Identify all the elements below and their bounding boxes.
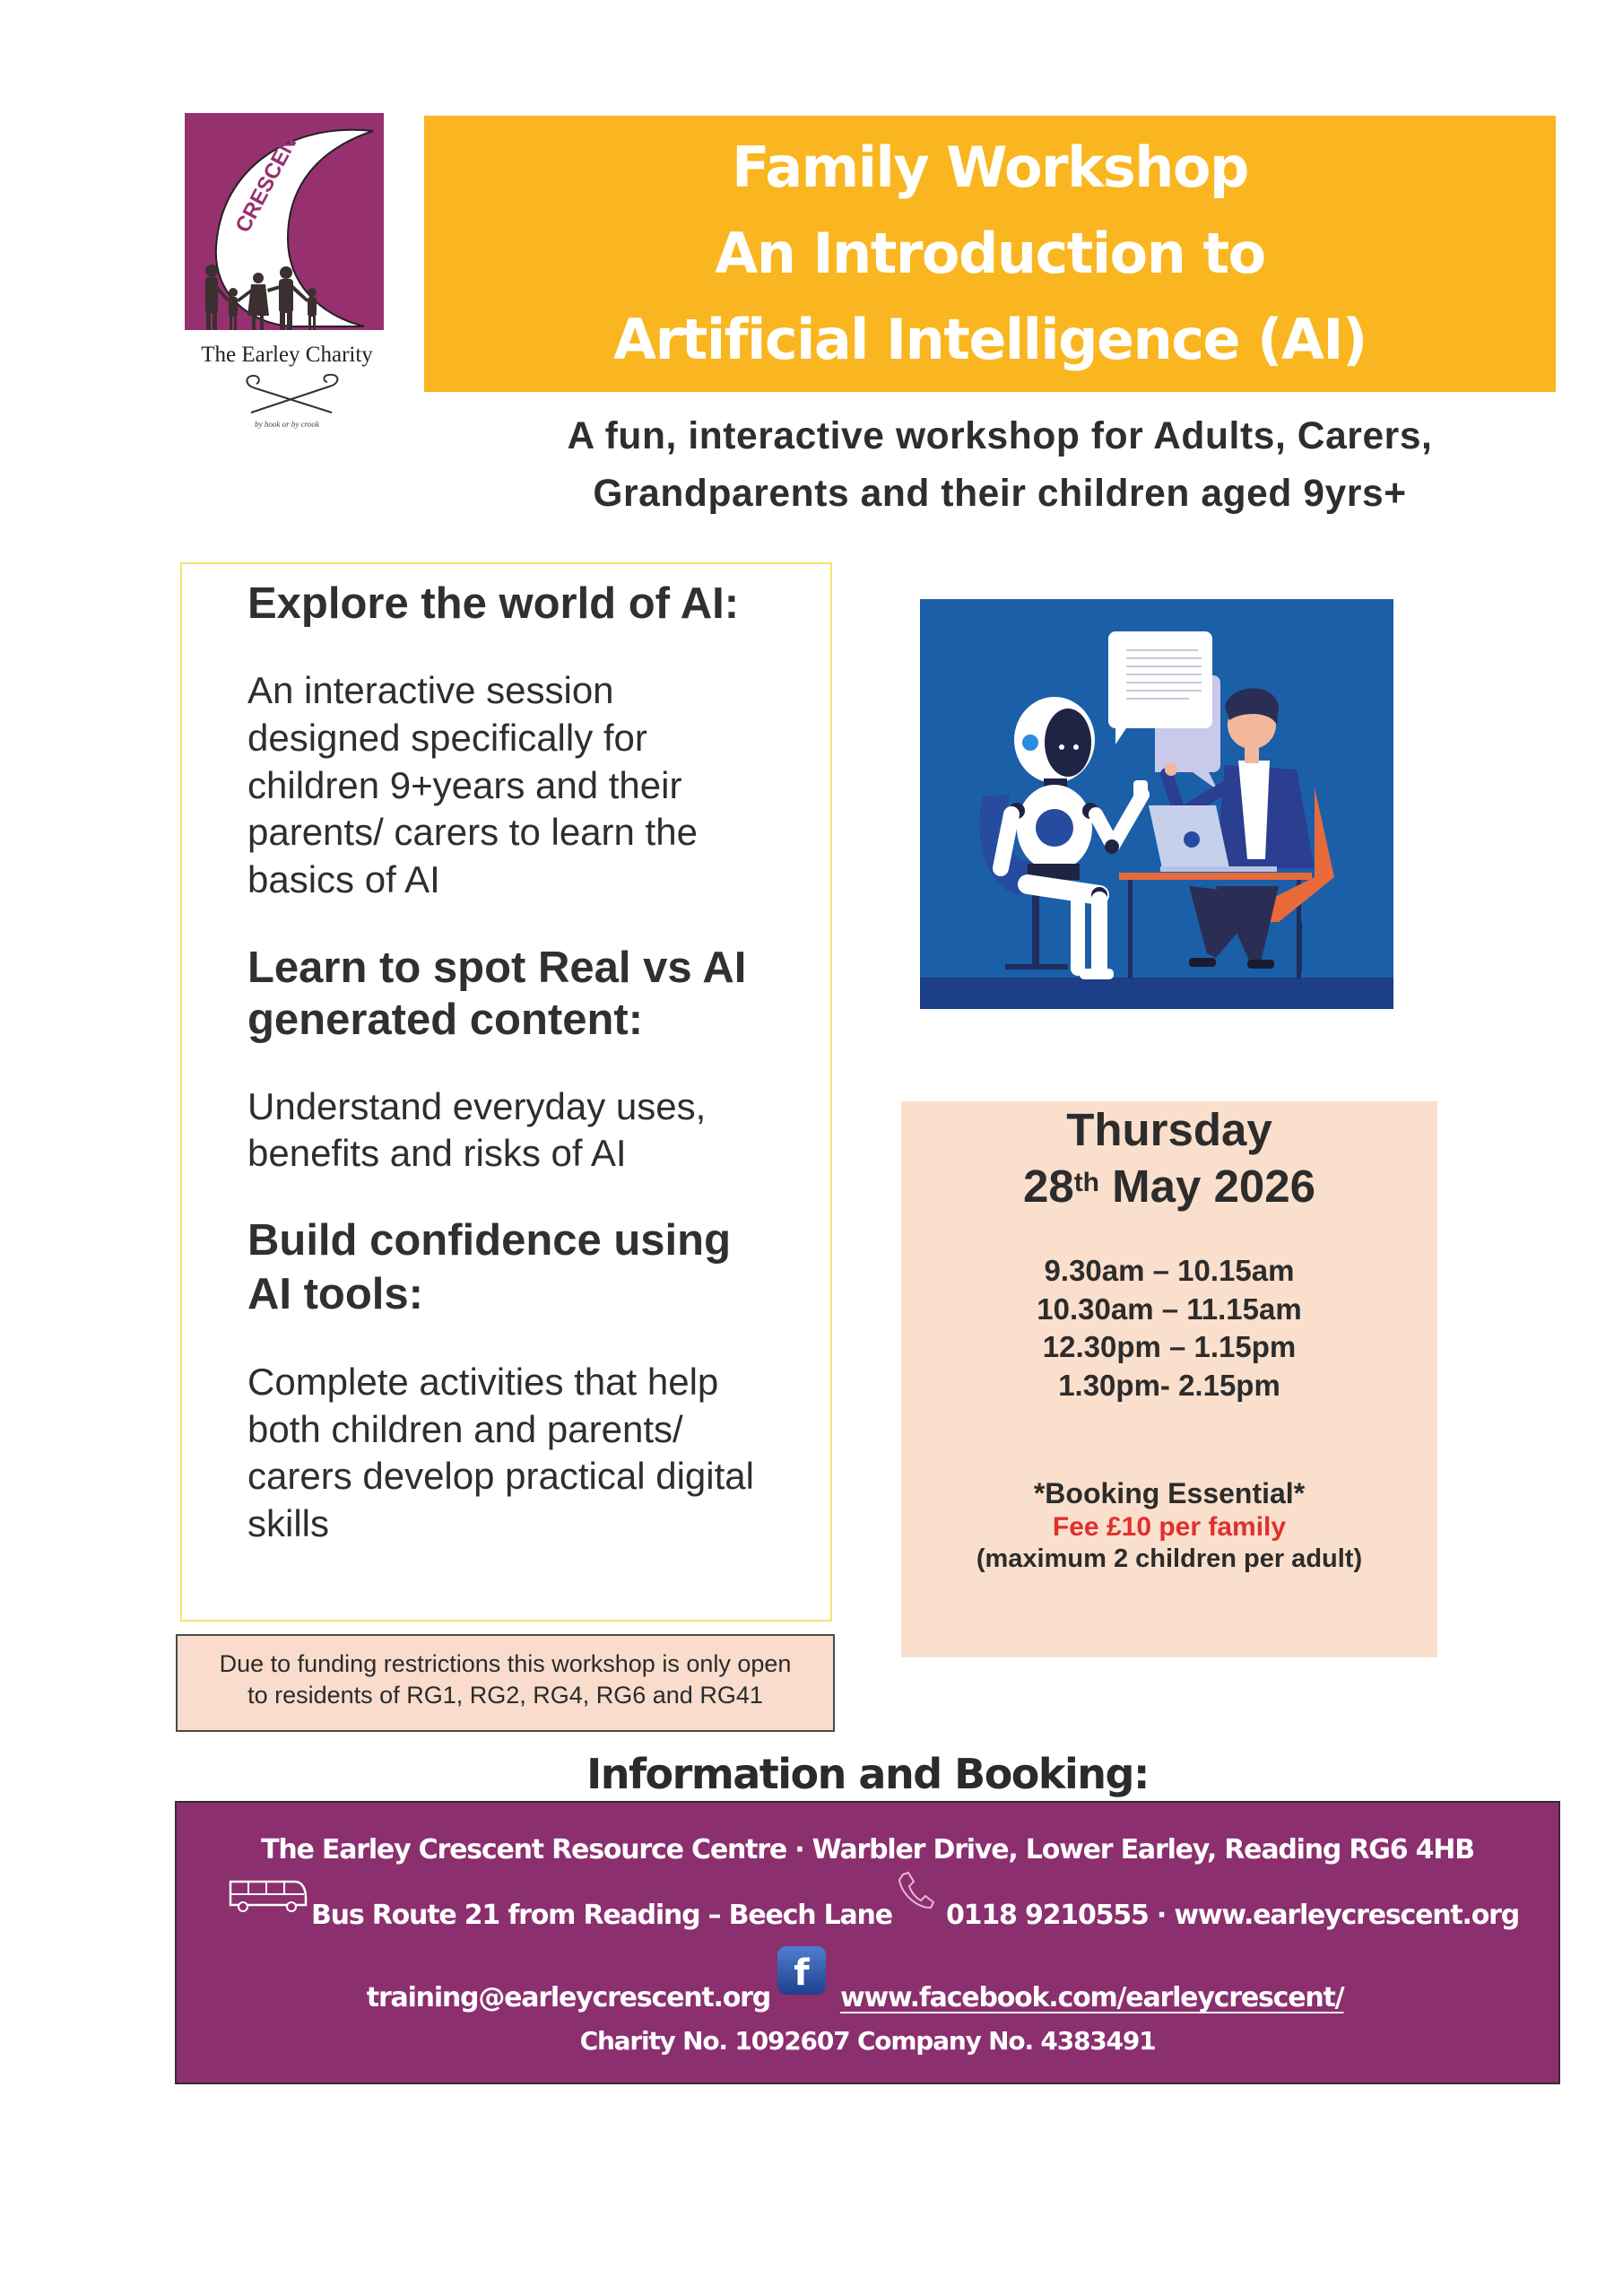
session-time: 9.30am – 10.15am <box>1044 1254 1295 1287</box>
section-body-line: children 9+years and their <box>247 764 682 806</box>
email-link[interactable]: training@earleycrescent.org <box>366 1982 770 2013</box>
section-body-line: An interactive session <box>247 669 614 711</box>
session-times <box>901 1252 1437 1405</box>
logo-wordmark: CRESCENT <box>230 120 308 237</box>
crossed-crooks-icon <box>242 373 341 418</box>
section-body-line: skills <box>247 1502 329 1544</box>
section-body-line: basics of AI <box>247 858 440 900</box>
info-heading: Information and Booking: <box>586 1750 1149 1798</box>
children-limit: (maximum 2 children per adult) <box>976 1544 1363 1573</box>
event-date-suffix: th <box>1073 1168 1100 1197</box>
note-line: to residents of RG1, RG2, RG4, RG6 and RG41 <box>247 1682 763 1709</box>
banner-line: An Introduction to <box>715 221 1265 286</box>
contact-box <box>175 1801 1560 2084</box>
note-line: Due to funding restrictions this workshop is only open <box>219 1650 792 1677</box>
section-body-line: parents/ carers to learn the <box>247 811 698 853</box>
charity-logo <box>179 108 395 439</box>
bus-icon <box>227 1878 308 1914</box>
section-body-line: Understand everyday uses, <box>247 1085 707 1127</box>
event-details <box>901 1101 1437 1657</box>
title-banner <box>424 116 1556 392</box>
session-time: 1.30pm- 2.15pm <box>1058 1368 1280 1402</box>
section-heading: AI tools: <box>247 1270 423 1318</box>
venue-address: The Earley Crescent Resource Centre · Warbler Drive, Lower Earley, Reading RG6 4HB <box>261 1834 1474 1866</box>
event-date-rest: May 2026 <box>1099 1161 1316 1212</box>
fee-text: Fee £10 per family <box>1052 1512 1287 1542</box>
logo-caption: The Earley Charity <box>201 343 373 367</box>
section-heading: Build confidence using <box>247 1216 732 1265</box>
section-body-line: Complete activities that help <box>247 1361 719 1403</box>
section-body-line: both children and parents/ <box>247 1408 683 1450</box>
section-heading: Learn to spot Real vs AI <box>247 944 747 992</box>
feature-box <box>180 562 832 1622</box>
robot-and-person-at-desk-illustration <box>920 599 1393 1009</box>
event-date <box>901 1160 1437 1213</box>
booking-essential: *Booking Essential* <box>1033 1477 1306 1509</box>
facebook-link[interactable]: www.facebook.com/earleycrescent/ <box>840 1982 1344 2013</box>
logo-motto: by hook or by crook <box>255 420 319 429</box>
eligibility-note <box>176 1634 835 1732</box>
event-date-day: 28 <box>1022 1161 1074 1212</box>
banner-line: Family Workshop <box>732 135 1248 200</box>
event-day: Thursday <box>1066 1104 1272 1155</box>
subtitle <box>421 408 1578 523</box>
section-body-line: benefits and risks of AI <box>247 1132 627 1174</box>
section-body-line: carers develop practical digital <box>247 1455 754 1497</box>
section-heading: generated content: <box>247 996 644 1044</box>
banner-line: Artificial Intelligence (AI) <box>613 307 1367 372</box>
subtitle-line: Grandparents and their children aged 9yrs+ <box>593 473 1407 515</box>
phone-and-website[interactable]: 0118 9210555 · www.earleycrescent.org <box>946 1900 1520 1931</box>
bus-route: Bus Route 21 from Reading – Beech Lane <box>311 1900 892 1931</box>
registration-numbers: Charity No. 1092607 Company No. 4383491 <box>579 2026 1156 2056</box>
crescent-logo-mark <box>185 113 384 330</box>
facebook-icon[interactable]: f <box>777 1946 826 1995</box>
section-body-line: designed specifically for <box>247 717 647 759</box>
phone-icon <box>896 1871 935 1910</box>
subtitle-line: A fun, interactive workshop for Adults, Carers, <box>567 415 1433 457</box>
section-heading: Explore the world of AI: <box>247 579 740 628</box>
session-time: 10.30am – 11.15am <box>1037 1292 1302 1326</box>
session-time: 12.30pm – 1.15pm <box>1042 1330 1297 1363</box>
